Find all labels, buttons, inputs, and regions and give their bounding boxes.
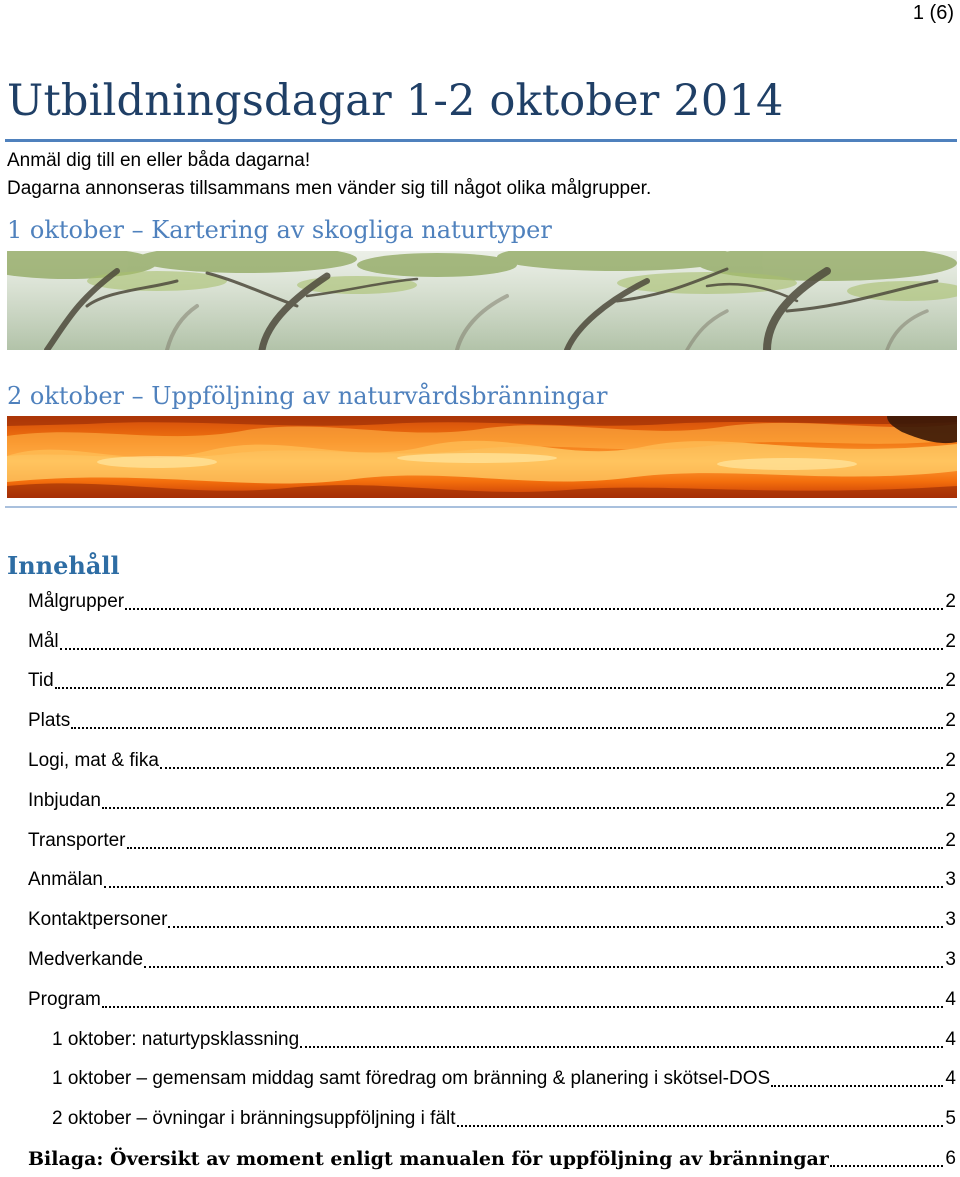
toc-dot-leader <box>771 1085 943 1087</box>
toc-entry-page: 2 <box>945 829 956 851</box>
intro-line-1: Anmäl dig till en eller båda dagarna! <box>7 150 311 171</box>
toc-entry-mal[interactable] <box>0 620 960 660</box>
page-number: 1 (6) <box>912 2 954 24</box>
toc-entry-bilaga[interactable] <box>0 1137 960 1177</box>
toc-entry-tid[interactable] <box>0 660 960 700</box>
toc-entry-page: 3 <box>945 909 956 931</box>
toc-entry-anmalan[interactable] <box>0 859 960 899</box>
toc-dot-leader <box>300 1046 943 1048</box>
toc-dot-leader <box>457 1125 944 1127</box>
toc-dot-leader <box>144 966 943 968</box>
toc-entry-label: 1 oktober: naturtypsklassning <box>52 1028 300 1050</box>
intro-text <box>7 147 651 203</box>
toc-dot-leader <box>125 608 943 610</box>
toc-entry-page: 2 <box>945 710 956 732</box>
toc-entry-label: 1 oktober – gemensam middag samt föredrag om bränning & planering i skötsel-DOS <box>52 1068 771 1090</box>
toc-entry-plats[interactable] <box>0 699 960 739</box>
toc-entry-label: Mål <box>28 630 59 652</box>
toc-entry-page: 2 <box>945 749 956 771</box>
toc-dot-leader <box>71 727 943 729</box>
toc-entry-page: 5 <box>945 1108 956 1130</box>
toc-dot-leader <box>160 767 943 769</box>
toc-entry-page: 2 <box>945 630 956 652</box>
fire-banner-image <box>7 416 957 498</box>
toc-entry-page: 2 <box>945 670 956 692</box>
toc-entry-label: Transporter <box>28 829 126 851</box>
toc-entry-program-dinner[interactable] <box>0 1058 960 1098</box>
toc-entry-page: 2 <box>945 789 956 811</box>
toc-entry-inbjudan[interactable] <box>0 779 960 819</box>
toc-entry-label: Målgrupper <box>28 590 125 612</box>
day1-heading: 1 oktober – Kartering av skogliga naturtyper <box>7 216 552 244</box>
toc-entry-label: 2 oktober – övningar i bränningsuppföljning i fält <box>52 1108 456 1130</box>
forest-banner-image <box>7 251 957 350</box>
toc-entry-program-day1[interactable] <box>0 1018 960 1058</box>
forest-illustration <box>7 251 957 350</box>
toc-entry-medverkande[interactable] <box>0 938 960 978</box>
toc-dot-leader <box>168 926 943 928</box>
intro-line-2: Dagarna annonseras tillsammans men vänder sig till något olika målgrupper. <box>7 178 652 199</box>
toc-entry-page: 4 <box>945 988 956 1010</box>
toc-entry-label: Logi, mat & fika <box>28 749 159 771</box>
toc-entry-page: 3 <box>945 948 956 970</box>
toc-dot-leader <box>55 687 944 689</box>
toc-dot-leader <box>60 648 944 650</box>
toc-entry-label: Anmälan <box>28 869 103 891</box>
toc-entry-label: Plats <box>28 710 71 732</box>
toc-heading: Innehåll <box>7 551 120 580</box>
toc-entry-page: 6 <box>945 1147 956 1169</box>
toc-entry-malgrupper[interactable] <box>0 580 960 620</box>
toc-entry-label: Tid <box>28 670 54 692</box>
toc-entry-program-day2[interactable] <box>0 1097 960 1137</box>
toc-dot-leader <box>830 1165 944 1167</box>
toc-entry-label: Medverkande <box>28 948 144 970</box>
title-underline <box>5 139 957 142</box>
toc-entry-kontaktpersoner[interactable] <box>0 898 960 938</box>
toc-dot-leader <box>127 847 944 849</box>
toc-entry-label: Bilaga: Översikt av moment enligt manualen för uppföljning av bränningar <box>28 1147 829 1170</box>
fire-illustration <box>7 416 957 498</box>
toc-entry-logi[interactable] <box>0 739 960 779</box>
toc-dot-leader <box>104 886 943 888</box>
toc-entry-program[interactable] <box>0 978 960 1018</box>
day2-heading: 2 oktober – Uppföljning av naturvårdsbränningar <box>7 382 608 410</box>
page-title: Utbildningsdagar 1-2 oktober 2014 <box>7 76 784 126</box>
toc-dot-leader <box>102 807 944 809</box>
toc-entry-label: Program <box>28 988 101 1010</box>
toc-entry-page: 4 <box>945 1028 956 1050</box>
toc-entry-label: Kontaktpersoner <box>28 909 168 931</box>
toc-dot-leader <box>102 1006 944 1008</box>
toc-entry-page: 2 <box>945 590 956 612</box>
section-divider <box>5 506 957 508</box>
toc-entry-page: 4 <box>945 1068 956 1090</box>
toc-entry-label: Inbjudan <box>28 789 101 811</box>
table-of-contents <box>0 580 960 1177</box>
toc-entry-transporter[interactable] <box>0 819 960 859</box>
toc-entry-page: 3 <box>945 869 956 891</box>
